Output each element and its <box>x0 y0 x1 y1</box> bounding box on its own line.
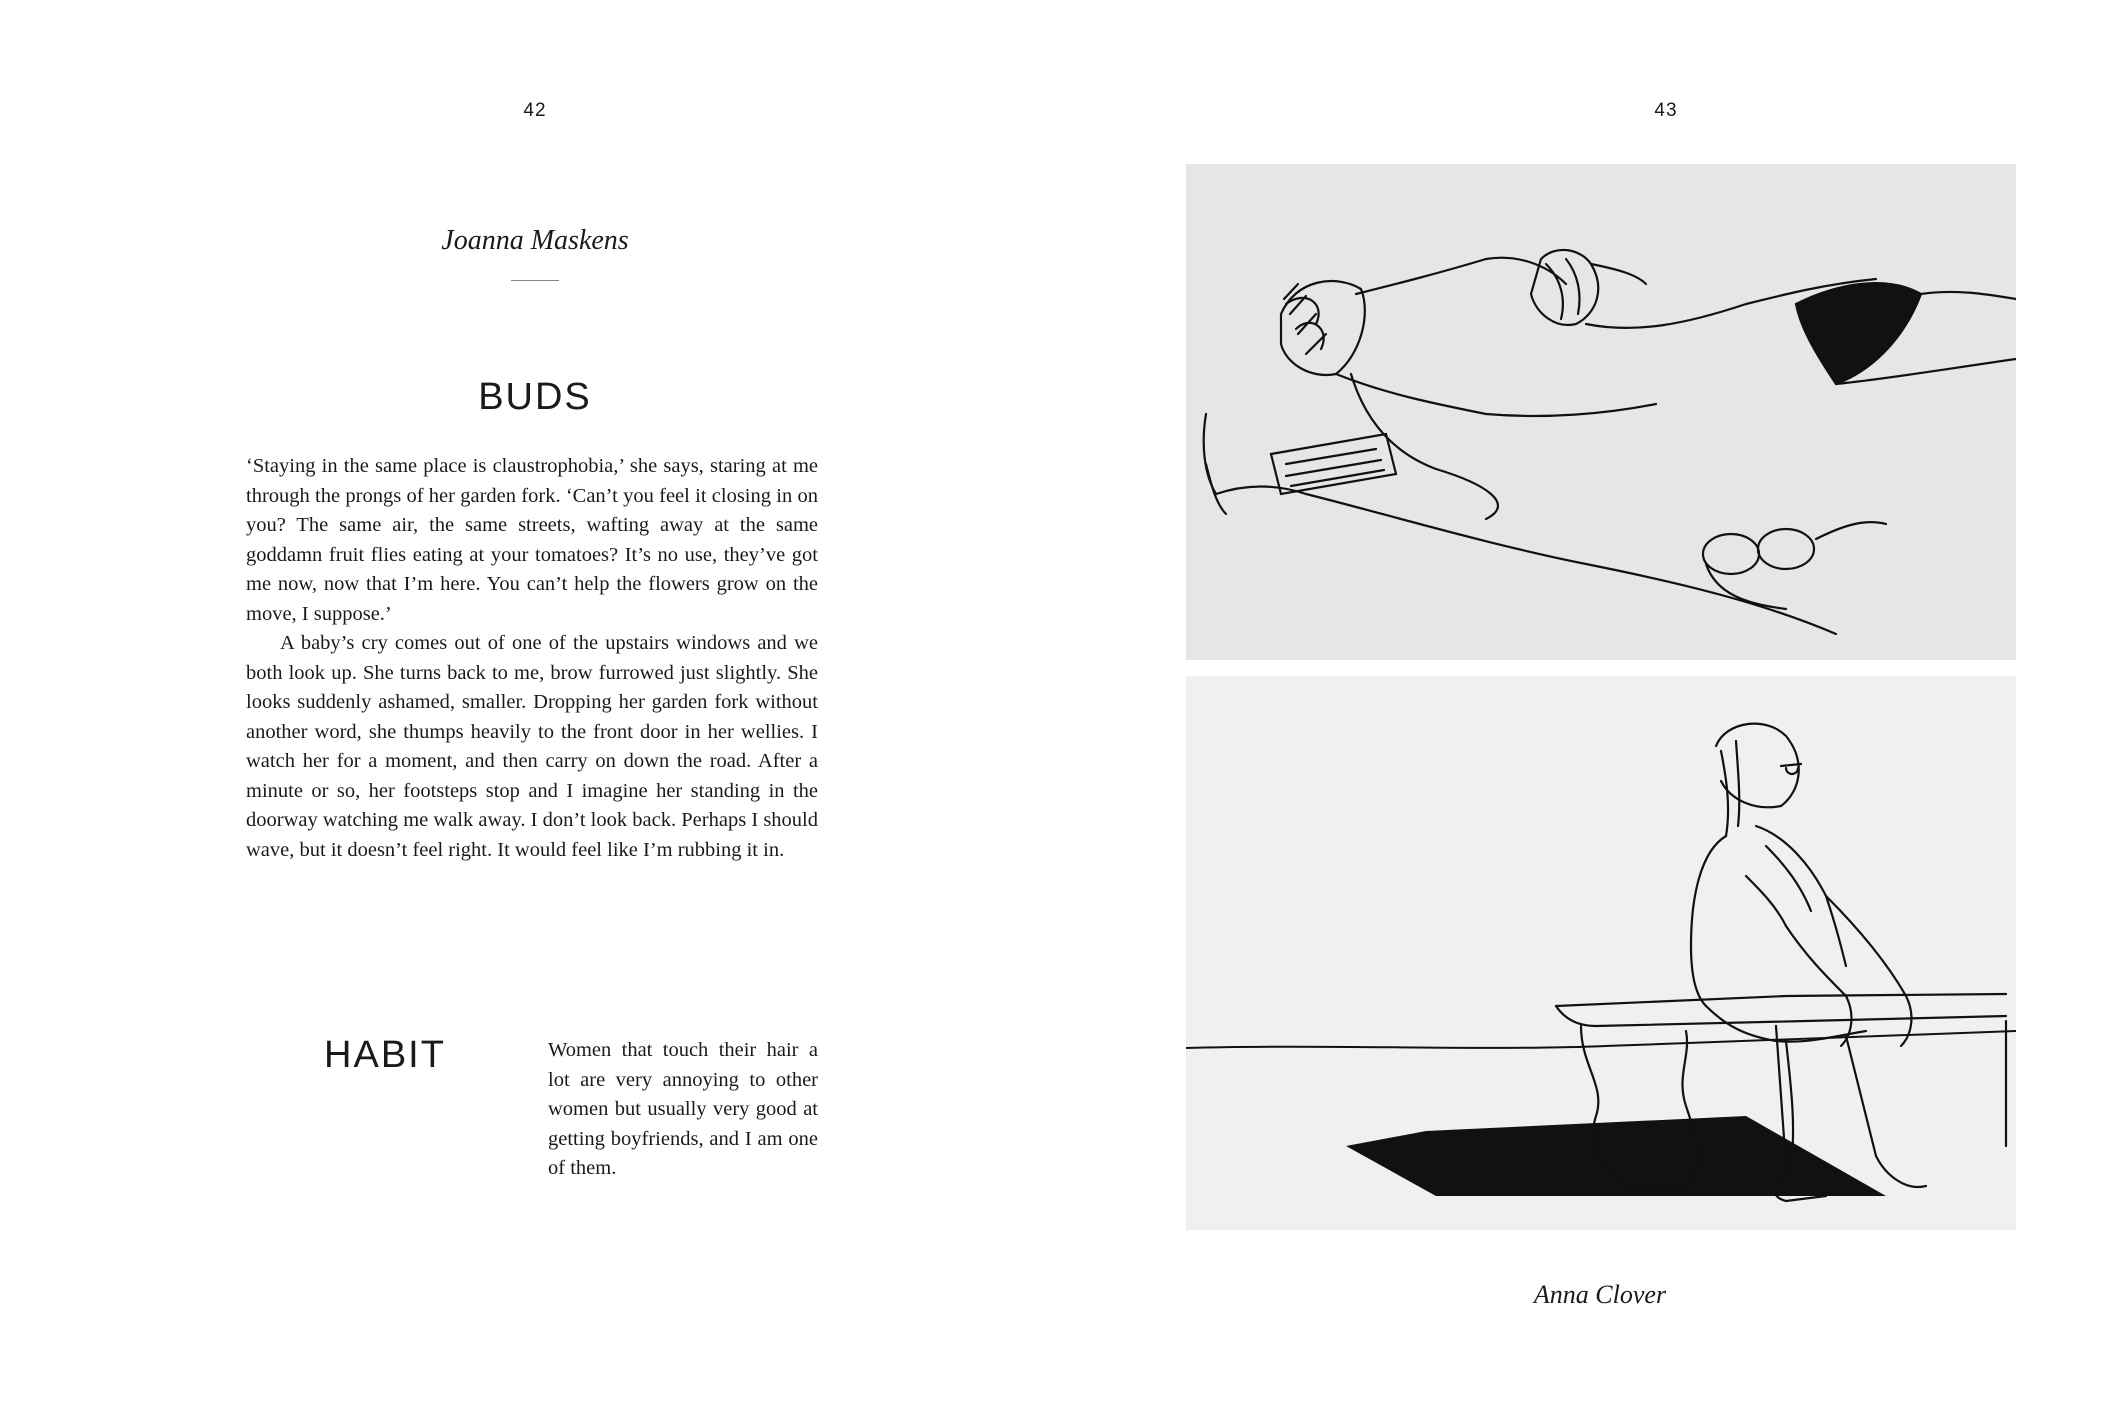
story-paragraph-2: A baby’s cry comes out of one of the upstairs windows and we both look up. She turns back to me, brow furrowed just slightly. She looks suddenly ashamed, smaller. Dropping her garden fork without another word, she thumps heavily to the front door in her wellies. I watch her for a moment, and then carry on down the road. After a minute or so, her footsteps stop and I imagine her standing in the doorway watching me walk away. I don’t look back. Perhaps I should wave, but it doesn’t feel right. It would feel like I’m rubbing it in. <box>246 632 818 861</box>
author-divider <box>511 280 559 281</box>
author-name: Joanna Maskens <box>441 225 629 256</box>
page-number-left: 42 <box>523 100 547 121</box>
story-paragraph-1: ‘Staying in the same place is claustrophobia,’ she says, staring at me through the prongs of her garden fork. ‘Can’t you feel it closing in on you? The same air, the same streets, wafting away at the same goddamn fruit flies eating at your tomatoes? It’s no use, they’ve got me now, now that I’m here. You can’t help the flowers grow on the move, I suppose.’ <box>246 455 818 625</box>
illustration-sunbather <box>1186 164 2016 660</box>
story-title-habit: HABIT <box>324 1034 446 1076</box>
story-title-buds: BUDS <box>478 376 592 418</box>
habit-body: Women that touch their hair a lot are very annoying to other women but usually very good at getting boyfriends, and I am one of them. <box>548 1039 818 1179</box>
illustration-seated-figure <box>1186 676 2016 1230</box>
sunbather-drawing <box>1186 164 2016 660</box>
seated-figure-drawing <box>1186 676 2016 1230</box>
artist-name: Anna Clover <box>1533 1280 1667 1309</box>
page-number-right: 43 <box>1654 100 1678 121</box>
story-body <box>246 452 818 865</box>
